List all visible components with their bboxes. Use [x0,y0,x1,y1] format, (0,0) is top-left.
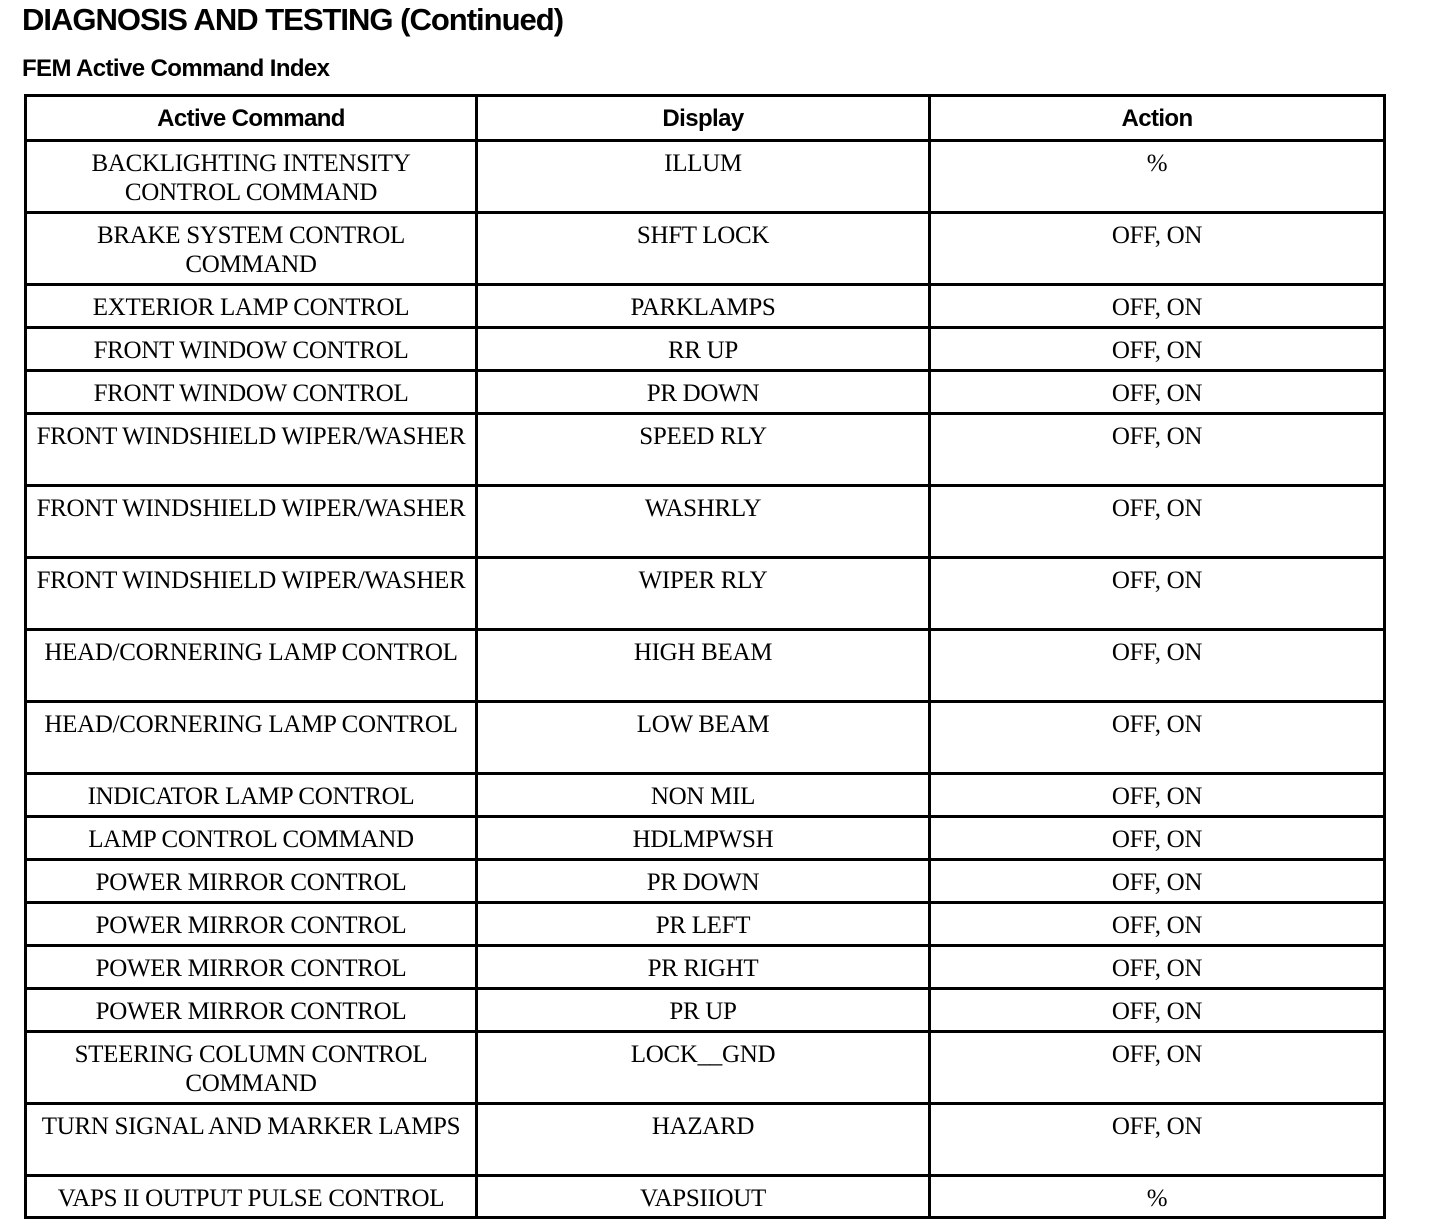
active-command-cell: HEAD/CORNERING LAMP CONTROL [26,702,477,774]
active-command-cell: POWER MIRROR CONTROL [26,860,477,903]
table-row [26,903,1385,946]
table-header-row [26,96,1385,141]
active-command-cell: FRONT WINDOW CONTROL [26,328,477,371]
action-cell: % [930,141,1385,213]
active-command-cell: VAPS II OUTPUT PULSE CONTROL [26,1176,477,1218]
display-cell: NON MIL [477,774,930,817]
table-row [26,946,1385,989]
action-cell: OFF, ON [930,946,1385,989]
column-header-action: Action [930,96,1385,141]
column-header-display: Display [477,96,930,141]
action-cell: OFF, ON [930,414,1385,486]
table-row [26,328,1385,371]
table-row [26,213,1385,285]
page-title: DIAGNOSIS AND TESTING (Continued) [22,2,564,37]
action-cell: OFF, ON [930,702,1385,774]
action-cell: OFF, ON [930,903,1385,946]
display-cell: PR DOWN [477,371,930,414]
action-cell: OFF, ON [930,817,1385,860]
column-header-active-command: Active Command [26,96,477,141]
action-cell: OFF, ON [930,774,1385,817]
display-cell: PR UP [477,989,930,1032]
table-row [26,371,1385,414]
table-title: FEM Active Command Index [22,55,330,82]
table-row [26,558,1385,630]
display-cell: PR LEFT [477,903,930,946]
table-row [26,1104,1385,1176]
active-command-table [24,94,1386,1219]
action-cell: OFF, ON [930,630,1385,702]
active-command-cell: STEERING COLUMN CONTROL COMMAND [26,1032,477,1104]
action-cell: OFF, ON [930,213,1385,285]
active-command-cell: LAMP CONTROL COMMAND [26,817,477,860]
table-row [26,989,1385,1032]
active-command-cell: FRONT WINDSHIELD WIPER/WASHER [26,558,477,630]
display-cell: HAZARD [477,1104,930,1176]
display-cell: PR RIGHT [477,946,930,989]
display-cell: HDLMPWSH [477,817,930,860]
active-command-cell: HEAD/CORNERING LAMP CONTROL [26,630,477,702]
active-command-cell: BACKLIGHTING INTENSITY CONTROL COMMAND [26,141,477,213]
display-cell: RR UP [477,328,930,371]
display-cell: LOCK__GND [477,1032,930,1104]
action-cell: OFF, ON [930,860,1385,903]
action-cell: OFF, ON [930,1104,1385,1176]
active-command-cell: TURN SIGNAL AND MARKER LAMPS [26,1104,477,1176]
table-row [26,1176,1385,1218]
active-command-cell: FRONT WINDSHIELD WIPER/WASHER [26,486,477,558]
active-command-cell: BRAKE SYSTEM CONTROL COMMAND [26,213,477,285]
table-row [26,630,1385,702]
table-row [26,141,1385,213]
display-cell: WASHRLY [477,486,930,558]
action-cell: OFF, ON [930,558,1385,630]
table-row [26,702,1385,774]
table-row [26,860,1385,903]
action-cell: OFF, ON [930,989,1385,1032]
display-cell: HIGH BEAM [477,630,930,702]
action-cell: OFF, ON [930,371,1385,414]
active-command-cell: FRONT WINDOW CONTROL [26,371,477,414]
active-command-cell: POWER MIRROR CONTROL [26,903,477,946]
table-row [26,414,1385,486]
display-cell: SHFT LOCK [477,213,930,285]
action-cell: OFF, ON [930,486,1385,558]
active-command-cell: INDICATOR LAMP CONTROL [26,774,477,817]
active-command-cell: POWER MIRROR CONTROL [26,989,477,1032]
display-cell: PR DOWN [477,860,930,903]
display-cell: VAPSIIOUT [477,1176,930,1218]
active-command-cell: EXTERIOR LAMP CONTROL [26,285,477,328]
table-row [26,486,1385,558]
action-cell: OFF, ON [930,285,1385,328]
active-command-cell: FRONT WINDSHIELD WIPER/WASHER [26,414,477,486]
display-cell: WIPER RLY [477,558,930,630]
action-cell: OFF, ON [930,1032,1385,1104]
display-cell: LOW BEAM [477,702,930,774]
table-row [26,1032,1385,1104]
display-cell: PARKLAMPS [477,285,930,328]
display-cell: SPEED RLY [477,414,930,486]
action-cell: % [930,1176,1385,1218]
table-row [26,285,1385,328]
table-row [26,817,1385,860]
display-cell: ILLUM [477,141,930,213]
table-row [26,774,1385,817]
active-command-cell: POWER MIRROR CONTROL [26,946,477,989]
action-cell: OFF, ON [930,328,1385,371]
